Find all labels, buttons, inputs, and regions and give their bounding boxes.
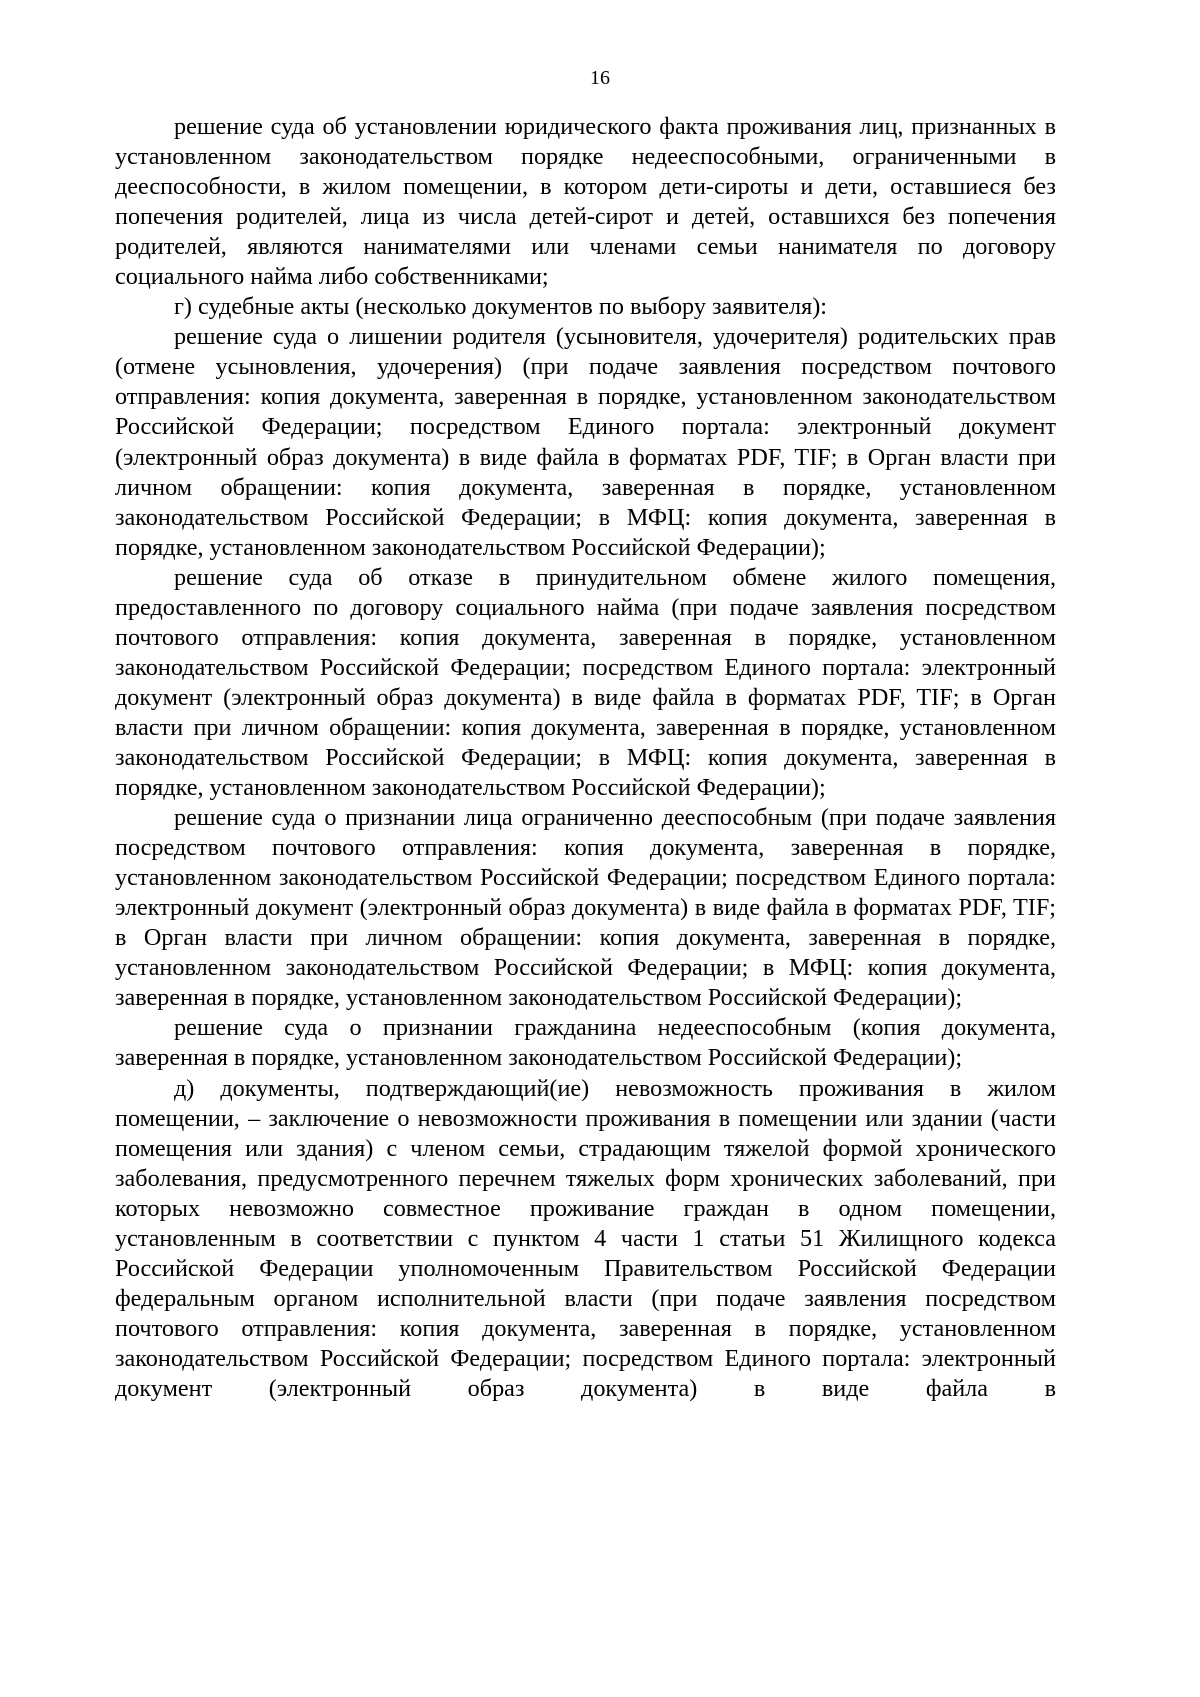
paragraph-refusal-forced-exchange: решение суда об отказе в принудительном обмене жилого помещения, предоставленного по договору социального найма (при подаче заявления посредством почтового отправления: копия документа, заверенная в порядке, установленном законодательством Российской Федерации; посредством Единого портала: электронный документ (электронный образ документа) в виде файла в форматах PDF, TIF; в Орган власти при личном обращении: копия документа, заверенная в порядке, установленном законодательством Российской Федерации; в МФЦ: копия документа, заверенная в порядке, установленном законодательством Российской Федерации); [115,563,1056,802]
paragraph-deprivation-parental-rights: решение суда о лишении родителя (усыновителя, удочерителя) родительских прав (отмене усыновления, удочерения) (при подаче заявления посредством почтового отправления: копия документа, заверенная в порядке, установленном законодательством Российской Федерации; посредством Единого портала: электронный документ (электронный образ документа) в виде файла в форматах PDF, TIF; в Орган власти при личном обращении: копия документа, заверенная в порядке, установленном законодательством Российской Федерации; в МФЦ: копия документа, заверенная в порядке, установленном законодательством Российской Федерации); [115,323,1056,561]
document-body [115,112,1056,1404]
paragraph-court-acts-heading: г) судебные акты (несколько документов по выбору заявителя): [174,293,828,321]
paragraph-impossibility-of-residence: д) документы, подтверждающий(ие) невозможность проживания в жилом помещении, – заключение о невозможности проживания в помещении или здании (части помещения или здания) с членом семьи, страдающим тяжелой формой хронического заболевания, предусмотренного перечнем тяжелых форм хронических заболеваний, при которых невозможно совместное проживание граждан в одном помещении, установленным в соответствии с пунктом 4 части 1 статьи 51 Жилищного кодекса Российской Федерации уполномоченным Правительством Российской Федерации федеральным органом исполнительной власти (при подаче заявления посредством почтового отправления: копия документа, заверенная в порядке, установленном законодательством Российской Федерации; посредством Единого портала: электронный документ (электронный образ документа) в виде файла в [115,1074,1056,1402]
paragraph-limited-capacity: решение суда о признании лица ограниченно дееспособным (при подаче заявления посредством почтового отправления: копия документа, заверенная в порядке, установленном законодательством Российской Федерации; посредством Единого портала: электронный документ (электронный образ документа) в виде файла в форматах PDF, TIF; в Орган власти при личном обращении: копия документа, заверенная в порядке, установленном законодательством Российской Федерации; в МФЦ: копия документа, заверенная в порядке, установленном законодательством Российской Федерации); [115,804,1056,1012]
paragraph-court-decision-residence-fact: решение суда об установлении юридического факта проживания лиц, признанных в установленном законодательством порядке недееспособными, ограниченными в дееспособности, в жилом помещении, в котором дети-сироты и дети, оставшиеся без попечения родителей, лица из числа детей-сирот и детей, оставшихся без попечения родителей, являются нанимателями или членами семьи нанимателя по договору социального найма либо собственниками; [115,113,1056,291]
paragraph-incapacity: решение суда о признании гражданина недееспособным (копия документа, заверенная в порядке, установленном законодательством Российской Федерации); [115,1014,1056,1072]
page-number: 16 [590,67,610,89]
